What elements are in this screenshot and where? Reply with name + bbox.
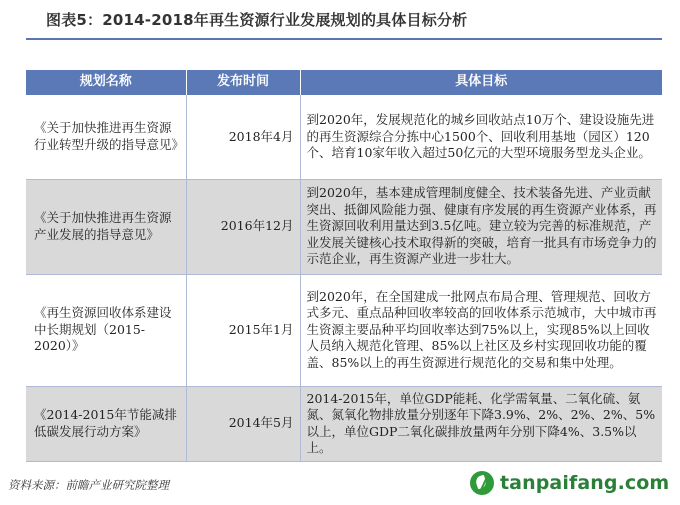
goals-table xyxy=(26,70,662,462)
leaf-icon xyxy=(470,471,494,495)
brand-watermark xyxy=(470,470,669,496)
plan-name-cell: 《关于加快推进再生资源产业发展的指导意见》 xyxy=(26,179,186,274)
title-underline xyxy=(26,38,662,40)
plan-name-cell: 《再生资源回收体系建设中长期规划（2015-2020）》 xyxy=(26,274,186,386)
header-plan-name: 规划名称 xyxy=(26,70,186,95)
goal-cell: 到2020年，在全国建成一批网点布局合理、管理规范、回收方式多元、重点品种回收率较高的回收体系示范城市，大中城市再生资源主要品种平均回收率达到75%以上，实现85%以上回收人员纳入规范化管理、85%以上社区及乡村实现回收功能的覆盖、85%以上的再生资源进行规范化的交易和集中处理。 xyxy=(300,274,662,386)
goal-cell: 到2020年，发展规范化的城乡回收站点10万个、建设设施先进的再生资源综合分拣中心1500个、回收利用基地（园区）120个、培育10家年收入超过50亿元的大型环境服务型龙头企业。 xyxy=(300,95,662,179)
release-date-cell: 2016年12月 xyxy=(186,179,300,274)
table-row xyxy=(26,95,662,179)
brand-text: tanpaifang.com xyxy=(500,472,670,494)
source-note: 资料来源：前瞻产业研究院整理 xyxy=(8,478,169,492)
goal-cell: 2014-2015年，单位GDP能耗、化学需氧量、二氧化硫、氨氮、氮氧化物排放量分别逐年下降3.9%、2%、2%、2%、5%以上，单位GDP二氧化碳排放量两年分别下降4%、3.5%以上。 xyxy=(300,386,662,461)
table-row xyxy=(26,386,662,461)
table-row xyxy=(26,274,662,386)
table-header-row xyxy=(26,70,662,95)
header-specific-goal: 具体目标 xyxy=(300,70,662,95)
plan-name-cell: 《关于加快推进再生资源行业转型升级的指导意见》 xyxy=(26,95,186,179)
plan-name-cell: 《2014-2015年节能减排低碳发展行动方案》 xyxy=(26,386,186,461)
release-date-cell: 2015年1月 xyxy=(186,274,300,386)
goal-cell: 到2020年，基本建成管理制度健全、技术装备先进、产业贡献突出、抵御风险能力强、健康有序发展的再生资源产业体系，再生资源回收利用量达到3.5亿吨。建立较为完善的标准规范，产业发展关键核心技术取得新的突破，培育一批具有市场竞争力的示范企业，再生资源产业进一步壮大。 xyxy=(300,179,662,274)
header-release-date: 发布时间 xyxy=(186,70,300,95)
table-row xyxy=(26,179,662,274)
release-date-cell: 2018年4月 xyxy=(186,95,300,179)
release-date-cell: 2014年5月 xyxy=(186,386,300,461)
figure-title: 图表5：2014-2018年再生资源行业发展规划的具体目标分析 xyxy=(46,11,468,29)
